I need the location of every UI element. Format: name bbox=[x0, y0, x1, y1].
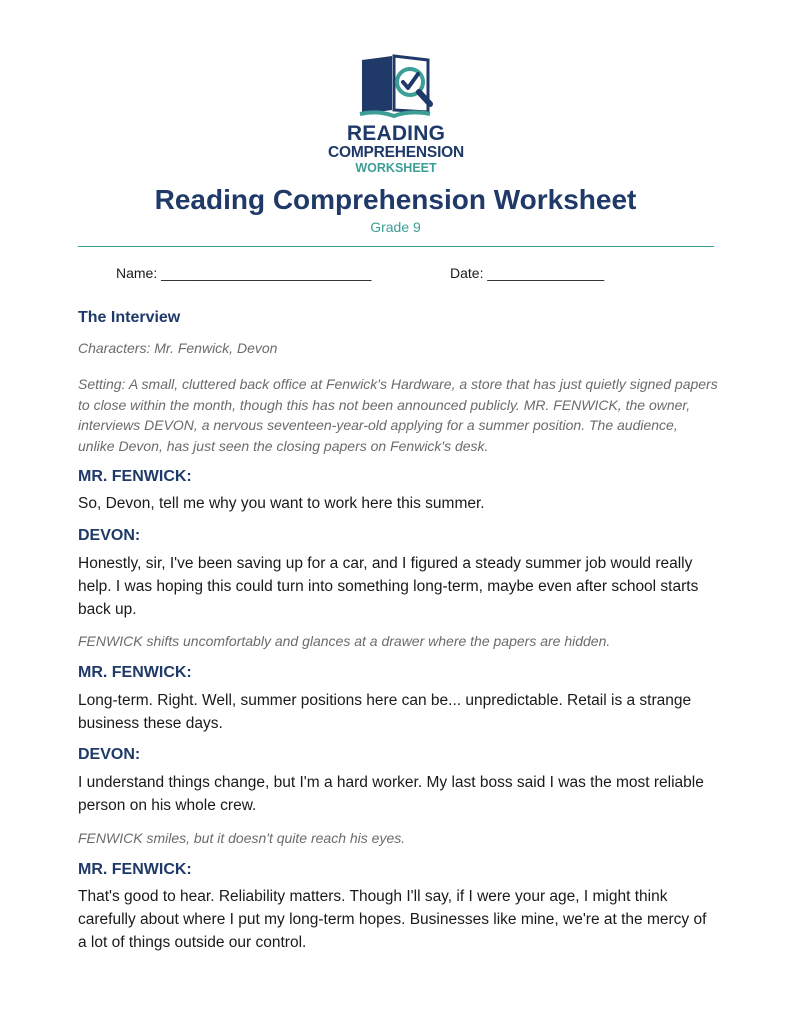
speaker-label: MR. FENWICK: bbox=[78, 468, 192, 485]
speaker-label: DEVON: bbox=[78, 527, 141, 544]
book-magnifier-icon bbox=[358, 54, 436, 120]
dialogue-line: Honestly, sir, I've been saving up for a car, and I figured a steady summer job would really help. I was hoping this could turn into something long-term, maybe even after school starts back up. bbox=[78, 555, 699, 618]
grade-label: Grade 9 bbox=[370, 219, 421, 235]
stage-direction: FENWICK smiles, but it doesn't quite reach his eyes. bbox=[78, 830, 406, 846]
dialogue-line: Long-term. Right. Well, summer positions here can be... unpredictable. Retail is a strange business these days. bbox=[78, 692, 692, 732]
setting-paragraph: Setting: A small, cluttered back office at Fenwick's Hardware, a store that has just quietly signed papers to close within the month, though this has not been announced publicly. MR. FENWICK, the owner, interviews DEVON, a nervous seventeen-year-old applying for a summer position. The audience, unlike Devon, has just seen the closing papers on Fenwick's desk. bbox=[78, 376, 718, 454]
dialogue-line: I understand things change, but I'm a hard worker. My last boss said I was the most reliable person on his whole crew. bbox=[78, 774, 704, 814]
speaker-label: MR. FENWICK: bbox=[78, 861, 192, 878]
dialogue-line: That's good to hear. Reliability matters. Though I'll say, if I were your age, I might think carefully about where I put my long-term hopes. Businesses like mine, we're at the mercy of a lot of things outside our control. bbox=[78, 888, 707, 951]
stage-direction: FENWICK shifts uncomfortably and glances at a drawer where the papers are hidden. bbox=[78, 633, 611, 649]
header-divider bbox=[78, 246, 714, 247]
characters-line: Characters: Mr. Fenwick, Devon bbox=[78, 340, 278, 356]
date-field[interactable]: Date: _______________ bbox=[450, 265, 605, 281]
logo-text-comprehension: COMPREHENSION bbox=[327, 144, 465, 161]
speaker-label: MR. FENWICK: bbox=[78, 664, 192, 681]
dialogue-line: So, Devon, tell me why you want to work here this summer. bbox=[78, 495, 485, 512]
logo-text-reading: READING bbox=[346, 122, 446, 145]
section-title: The Interview bbox=[78, 309, 181, 326]
logo-text-worksheet: WORKSHEET bbox=[355, 160, 437, 175]
page-title: Reading Comprehension Worksheet bbox=[154, 184, 637, 215]
speaker-label: DEVON: bbox=[78, 746, 141, 763]
worksheet-logo bbox=[318, 54, 474, 178]
name-field[interactable]: Name: ___________________________ bbox=[116, 265, 372, 281]
